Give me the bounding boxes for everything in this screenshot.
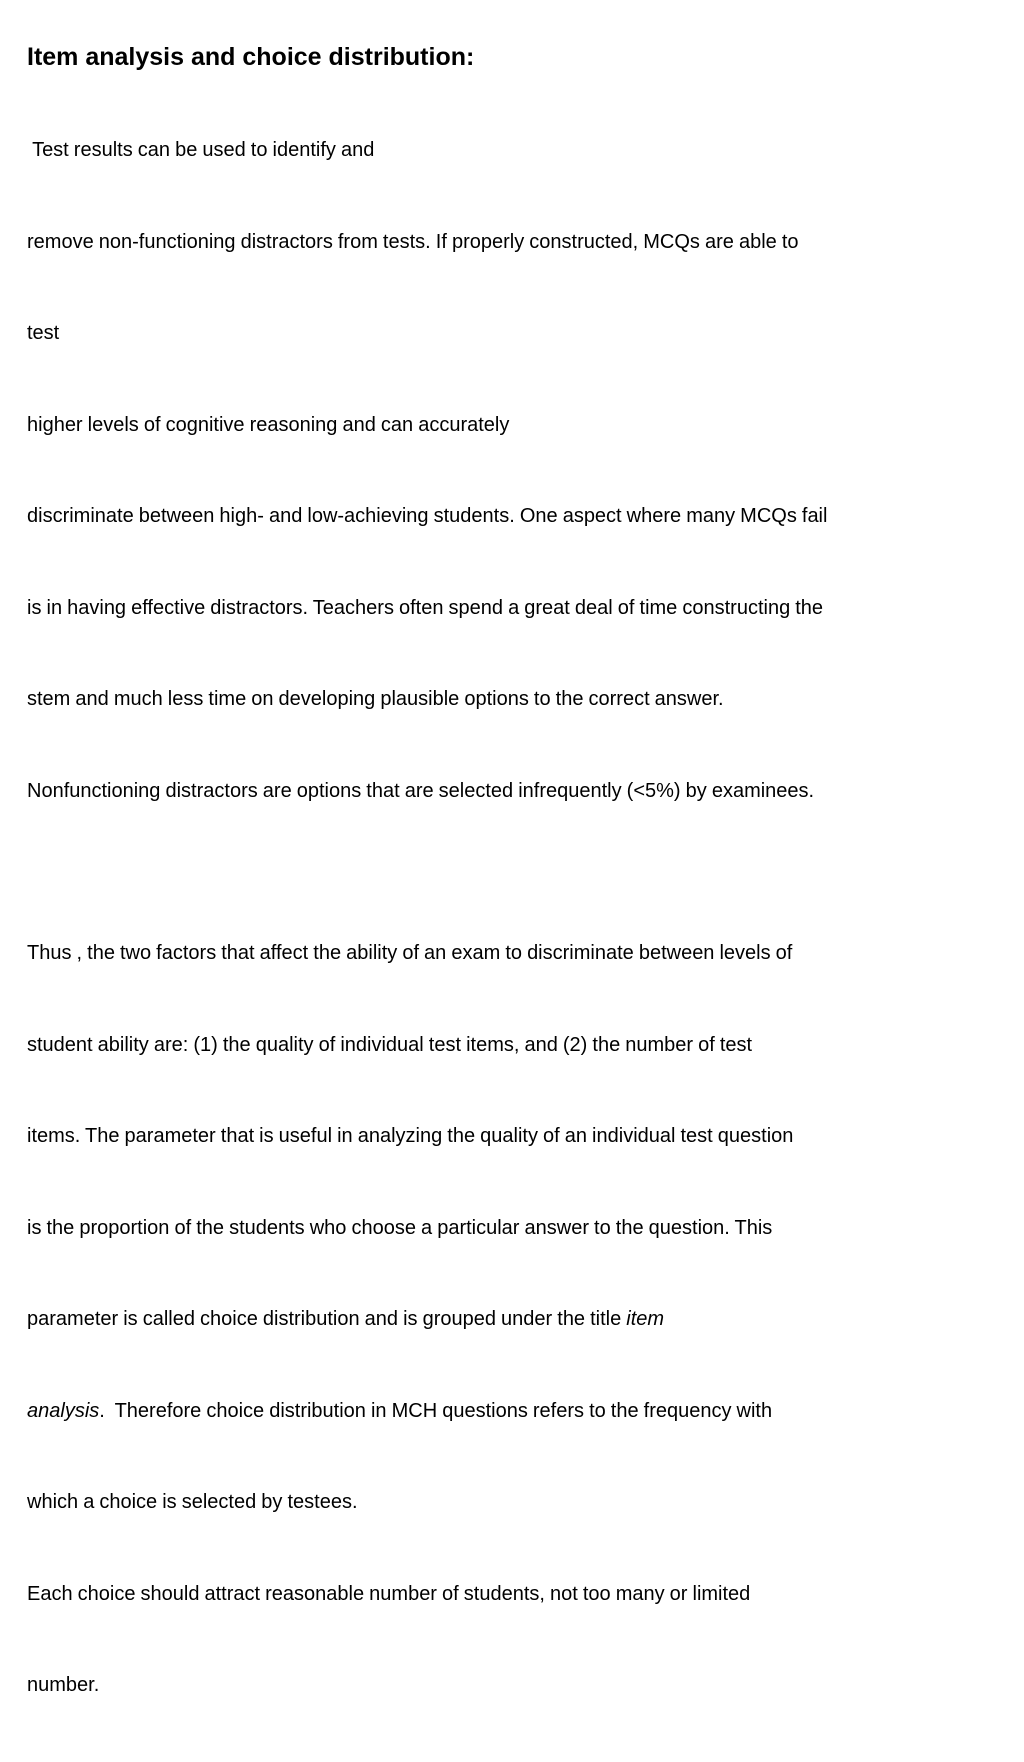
paragraph-2-line: items. The parameter that is useful in analyzing the quality of an individual test question: [27, 1125, 794, 1147]
paragraph-2-line: which a choice is selected by testees.: [27, 1491, 358, 1513]
slide-content: [27, 40, 987, 1762]
paragraph-1-line: higher levels of cognitive reasoning and can accurately: [27, 413, 510, 436]
paragraph-2-line: number.: [27, 1674, 100, 1696]
paragraph-1: [27, 74, 987, 867]
paragraph-2-line: student ability are: (1) the quality of individual test items, and (2) the number of test: [27, 1033, 753, 1056]
paragraph-1-line: Nonfunctioning distractors are options that are selected infrequently (<5%) by examinees.: [27, 779, 815, 802]
paragraph-2-line: [27, 1396, 987, 1427]
slide-title: Item analysis and choice distribution:: [27, 43, 475, 71]
paragraph-2: [27, 877, 987, 1762]
paragraph-2-line: Thus , the two factors that affect the ability of an exam to discriminate between levels of: [27, 942, 793, 964]
paragraph-1-line: remove non-functioning distractors from tests. If properly constructed, MCQs are able to: [27, 230, 799, 253]
paragraph-2-text: parameter is called choice distribution and is grouped under the title: [27, 1308, 627, 1330]
paragraph-1-line: test: [27, 322, 60, 344]
paragraph-1-line: stem and much less time on developing plausible options to the correct answer.: [27, 688, 724, 710]
paragraph-1-line: is in having effective distractors. Teachers often spend a great deal of time constructing the: [27, 596, 824, 619]
paragraph-1-line: Test results can be used to identify and: [27, 139, 375, 161]
paragraph-2-line: is the proportion of the students who choose a particular answer to the question. This: [27, 1216, 773, 1239]
item-analysis-term-part1: item: [626, 1308, 665, 1330]
paragraph-2-text: . Therefore choice distribution in MCH questions refers to the frequency with: [99, 1399, 773, 1422]
paragraph-1-line: discriminate between high- and low-achieving students. One aspect where many MCQs fail: [27, 505, 828, 527]
paragraph-2-line: [27, 1304, 987, 1335]
item-analysis-term-part2: analysis: [27, 1399, 100, 1422]
paragraph-2-line: Each choice should attract reasonable number of students, not too many or limited: [27, 1582, 751, 1605]
